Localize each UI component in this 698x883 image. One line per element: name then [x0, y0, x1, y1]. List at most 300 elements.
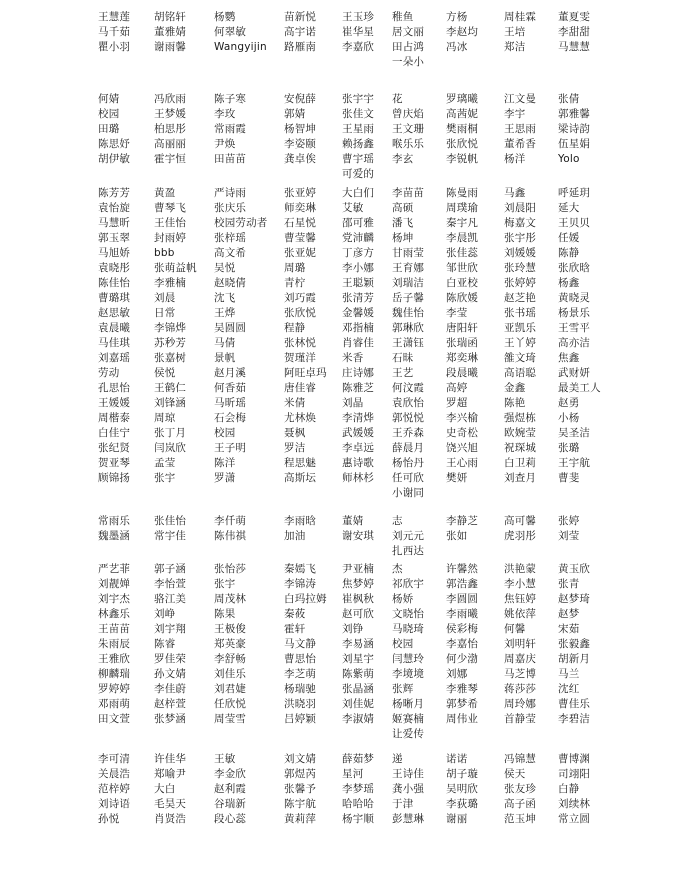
name-cell: 李宇 — [504, 108, 526, 120]
name-cell: 江文曼 — [504, 93, 537, 105]
name-cell: 张欣悦 — [284, 307, 317, 319]
name-cell: 袁欣怡 — [392, 397, 425, 409]
name-row — [0, 167, 698, 182]
name-cell: 周琼 — [154, 412, 176, 424]
name-cell: 段心蕊 — [214, 813, 247, 825]
name-cell: 崔华星 — [342, 26, 375, 38]
name-cell: 田文萱 — [98, 713, 131, 725]
name-cell: 刘娜 — [446, 668, 468, 680]
name-cell: 张馨予 — [284, 783, 317, 795]
name-row — [0, 544, 698, 559]
name-cell: 周璐 — [284, 262, 306, 274]
name-cell: 赵思敏 — [98, 307, 131, 319]
name-cell: 李易涵 — [342, 638, 375, 650]
name-cell: 洪艳蒙 — [504, 563, 537, 575]
name-cell: 石昧 — [392, 352, 414, 364]
name-cell: 高文希 — [214, 247, 247, 259]
name-cell: 何婧 — [98, 93, 120, 105]
name-row — [0, 607, 698, 622]
name-cell: 王聪颖 — [342, 277, 375, 289]
name-cell: 强煜栋 — [504, 412, 537, 424]
name-cell: 司翊阳 — [558, 768, 591, 780]
name-cell: 武财妍 — [558, 367, 591, 379]
name-cell: 赵梦琦 — [558, 593, 591, 605]
name-cell: 冯欣雨 — [154, 93, 187, 105]
name-cell: 曹思怡 — [284, 653, 317, 665]
name-cell: 王潇钰 — [392, 337, 425, 349]
name-cell: 陈静 — [558, 247, 580, 259]
name-row — [0, 622, 698, 637]
name-row — [0, 712, 698, 727]
name-cell: 喉乐乐 — [392, 138, 425, 150]
name-cell: 张晶涵 — [342, 683, 375, 695]
name-cell: 刘莹 — [558, 530, 580, 542]
name-cell: 郭雅馨 — [558, 108, 591, 120]
name-cell: 张玲慧 — [504, 262, 537, 274]
name-cell: 何少渤 — [446, 653, 479, 665]
name-cell: 赵利霞 — [214, 783, 247, 795]
name-row — [0, 782, 698, 797]
name-row — [0, 637, 698, 652]
name-cell: 郑洁 — [504, 41, 526, 53]
name-cell: 张佳蕊 — [446, 247, 479, 259]
name-cell: 曹璐琪 — [98, 292, 131, 304]
name-cell: 郭悦悦 — [392, 412, 425, 424]
name-cell: 石星悦 — [284, 217, 317, 229]
name-cell: 刘晶 — [342, 397, 364, 409]
name-cell: 庄诗娜 — [342, 367, 375, 379]
name-cell: 郭子涵 — [154, 563, 187, 575]
name-cell: 贺瑾洋 — [284, 352, 317, 364]
name-cell: 高斯坛 — [284, 472, 317, 484]
name-cell: 张欣晗 — [558, 262, 591, 274]
name-cell: 张宇宇 — [342, 93, 375, 105]
name-cell: 高茜妮 — [446, 108, 479, 120]
name-cell: 罗璃曦 — [446, 93, 479, 105]
name-cell: 李梦瑶 — [342, 783, 375, 795]
name-cell: Yolo — [558, 153, 580, 165]
name-cell: 张萌益帆 — [154, 262, 197, 274]
name-cell: 米倩 — [284, 397, 306, 409]
name-cell: 宋茹 — [558, 623, 580, 635]
name-cell: 王乔森 — [392, 427, 425, 439]
name-row — [0, 276, 698, 291]
name-cell: 谢丽 — [446, 813, 468, 825]
name-cell: 高婷 — [446, 382, 468, 394]
name-cell: 许馨然 — [446, 563, 479, 575]
name-cell: 白卫莉 — [504, 457, 537, 469]
name-cell: 李嘉欣 — [342, 41, 375, 53]
name-cell: 李佳蔚 — [154, 683, 187, 695]
name-cell: 张丁月 — [154, 427, 187, 439]
name-cell: 郭琳欣 — [392, 322, 425, 334]
name-cell: 樊妍 — [446, 472, 468, 484]
name-cell: 小谢同 — [392, 487, 425, 499]
name-cell: 周伟业 — [446, 713, 479, 725]
name-cell: 封雨婷 — [154, 232, 187, 244]
name-cell: 吴悦 — [214, 262, 236, 274]
name-cell: 杨坤 — [392, 232, 414, 244]
name-row — [0, 246, 698, 261]
name-cell: 张青 — [558, 578, 580, 590]
name-cell: 赵梓萱 — [154, 698, 187, 710]
name-cell: 胡铭轩 — [154, 11, 187, 23]
name-cell: 李莹 — [446, 307, 468, 319]
name-cell: 唐佳睿 — [284, 382, 317, 394]
name-cell: 张宇 — [154, 472, 176, 484]
name-cell: 王烨 — [214, 307, 236, 319]
name-cell: 马昕瑶 — [214, 397, 247, 409]
name-cell: 让爱传 — [392, 728, 425, 740]
name-cell: 王宇航 — [558, 457, 591, 469]
name-cell: 大白 — [154, 783, 176, 795]
name-cell: 白静 — [558, 783, 580, 795]
name-cell: 赵勇 — [558, 397, 580, 409]
name-cell: 谢安琪 — [342, 530, 375, 542]
name-cell: 马文静 — [284, 638, 317, 650]
name-cell: 岳子馨 — [392, 292, 425, 304]
name-cell: 周嘉庆 — [504, 653, 537, 665]
name-cell: bbb — [154, 247, 175, 259]
name-cell: 董婧 — [342, 515, 364, 527]
name-cell: 杨鹦 — [214, 11, 236, 23]
name-cell: 高语聪 — [504, 367, 537, 379]
name-cell: 张如 — [446, 530, 468, 542]
name-cell: 张婷 — [558, 515, 580, 527]
name-cell: 马千茹 — [98, 26, 131, 38]
name-cell: 递 — [392, 753, 403, 765]
name-cell: 加油 — [284, 530, 306, 542]
name-cell: 诺诺 — [446, 753, 468, 765]
name-cell: 陈思妤 — [98, 138, 131, 150]
name-cell: 校园 — [98, 108, 120, 120]
name-cell: 陈紫萌 — [342, 668, 375, 680]
name-cell: 张辉 — [392, 683, 414, 695]
name-cell: Wangyijin — [214, 41, 267, 53]
name-cell: 顾锦扬 — [98, 472, 131, 484]
name-row — [0, 727, 698, 742]
name-cell: 高丽丽 — [154, 138, 187, 150]
name-cell: 刘铮 — [342, 623, 364, 635]
name-cell: 李雨曦 — [446, 608, 479, 620]
name-cell: 潘飞 — [392, 217, 414, 229]
name-cell: 刘巧霞 — [284, 292, 317, 304]
name-cell: 陈宇航 — [284, 798, 317, 810]
name-cell: 王敏 — [214, 753, 236, 765]
name-row — [0, 812, 698, 827]
name-cell: 常雨乐 — [98, 515, 131, 527]
name-cell: 马旭娇 — [98, 247, 131, 259]
name-cell: 刘锋涵 — [154, 397, 187, 409]
name-cell: 陈伟祺 — [214, 530, 247, 542]
name-cell: 王思雨 — [504, 123, 537, 135]
name-cell: 张璐 — [558, 442, 580, 454]
name-cell: 魏佳怡 — [392, 307, 425, 319]
name-row — [0, 231, 698, 246]
name-cell: 亚凯乐 — [504, 322, 537, 334]
name-cell: 张友珍 — [504, 783, 537, 795]
name-cell: 高硕 — [392, 202, 414, 214]
name-cell: 孔思怡 — [98, 382, 131, 394]
name-cell: 高子函 — [504, 798, 537, 810]
name-row — [0, 55, 698, 70]
name-cell: 苗新悦 — [284, 11, 317, 23]
name-cell: 李锐帆 — [446, 153, 479, 165]
name-cell: 陈子寒 — [214, 93, 247, 105]
name-cell: 校园 — [214, 427, 236, 439]
name-cell: 马倩 — [214, 337, 236, 349]
name-row — [0, 216, 698, 231]
name-cell: 王星雨 — [342, 123, 375, 135]
name-cell: 刘媛媛 — [504, 247, 537, 259]
name-cell: 聂枫 — [284, 427, 306, 439]
name-cell: 李怡萱 — [154, 578, 187, 590]
name-cell: 一朵小 — [392, 56, 425, 68]
name-cell: 刘佳乐 — [214, 668, 247, 680]
name-cell: 王梦媛 — [154, 108, 187, 120]
name-cell: 李锦涛 — [284, 578, 317, 590]
name-cell: 何馨 — [504, 623, 526, 635]
name-cell: 罗婷婷 — [98, 683, 131, 695]
name-row — [0, 40, 698, 55]
name-cell: 安倪薛 — [284, 93, 317, 105]
name-cell: 郭梦希 — [446, 698, 479, 710]
name-cell: 日常 — [154, 307, 176, 319]
name-cell: 李仟萌 — [214, 515, 247, 527]
name-cell: 罗超 — [446, 397, 468, 409]
name-cell: 孟莹 — [154, 457, 176, 469]
name-cell: 沈红 — [558, 683, 580, 695]
name-cell: 曹斐 — [558, 472, 580, 484]
name-cell: 梁诗韵 — [558, 123, 591, 135]
name-cell: 大白们 — [342, 187, 375, 199]
name-cell: 李小娜 — [342, 262, 375, 274]
name-cell: 薛茹梦 — [342, 753, 375, 765]
name-cell: 吴明欣 — [446, 783, 479, 795]
name-cell: 何香茹 — [214, 382, 247, 394]
name-cell: 马慧慧 — [558, 41, 591, 53]
name-cell: 陈果 — [214, 608, 236, 620]
name-cell: 周桂霖 — [504, 11, 537, 23]
name-block — [0, 10, 698, 70]
name-cell: 志 — [392, 515, 403, 527]
name-cell: 洪晓羽 — [284, 698, 317, 710]
name-cell: 段晨曦 — [446, 367, 479, 379]
name-cell: 张林悦 — [284, 337, 317, 349]
name-cell: 程思魅 — [284, 457, 317, 469]
name-cell: 李雅琴 — [446, 683, 479, 695]
name-cell: 陈艳 — [504, 397, 526, 409]
name-row — [0, 592, 698, 607]
name-row — [0, 25, 698, 40]
name-cell: 祝琛城 — [504, 442, 537, 454]
name-cell: 霍宇恒 — [154, 153, 187, 165]
name-cell: 王文珊 — [392, 123, 425, 135]
name-cell: 焦鑫 — [558, 352, 580, 364]
name-cell: 田璐 — [98, 123, 120, 135]
name-cell: 李可清 — [98, 753, 131, 765]
name-cell: 花 — [392, 93, 403, 105]
name-cell: 魏墨涵 — [98, 530, 131, 542]
name-cell: 李碧洁 — [558, 713, 591, 725]
name-cell: 李玄 — [392, 153, 414, 165]
name-cell: 王媛媛 — [98, 397, 131, 409]
name-cell: 刘文婧 — [284, 753, 317, 765]
name-cell: 柳麟瑞 — [98, 668, 131, 680]
name-cell: 王鹤仁 — [154, 382, 187, 394]
name-cell: 刘君婕 — [214, 683, 247, 695]
name-row — [0, 767, 698, 782]
name-cell: 周莹雪 — [214, 713, 247, 725]
name-cell: 惠诗歌 — [342, 457, 375, 469]
name-cell: 王佳怡 — [154, 217, 187, 229]
name-cell: 杨洋 — [504, 153, 526, 165]
name-cell: 曹莹馨 — [284, 232, 317, 244]
name-cell: 黄莉萍 — [284, 813, 317, 825]
name-cell: 杨娇 — [392, 593, 414, 605]
name-cell: 侯彩梅 — [446, 623, 479, 635]
name-cell: 尹亚楠 — [342, 563, 375, 575]
name-cell: 贺亚琴 — [98, 457, 131, 469]
name-cell: 邓指楠 — [342, 322, 375, 334]
name-cell: 董希香 — [504, 138, 537, 150]
name-row — [0, 529, 698, 544]
name-cell: 关晨浩 — [98, 768, 131, 780]
name-cell: 任可欣 — [392, 472, 425, 484]
name-cell: 刘查月 — [504, 472, 537, 484]
name-cell: 林鑫乐 — [98, 608, 131, 620]
name-cell: 史奇松 — [446, 427, 479, 439]
name-cell: 曹琴飞 — [154, 202, 187, 214]
name-cell: 杨智坤 — [284, 123, 317, 135]
name-row — [0, 411, 698, 426]
name-cell: 白佳宁 — [98, 427, 131, 439]
name-cell: 常立圆 — [558, 813, 591, 825]
name-cell: 常宇佳 — [154, 530, 187, 542]
name-cell: 李卓远 — [342, 442, 375, 454]
name-cell: 王子明 — [214, 442, 247, 454]
name-row — [0, 426, 698, 441]
name-cell: 黄晓灵 — [558, 292, 591, 304]
name-cell: 劳动 — [98, 367, 120, 379]
name-cell: 柏思彤 — [154, 123, 187, 135]
name-cell: 冯锦慧 — [504, 753, 537, 765]
name-cell: 肖贤浩 — [154, 813, 187, 825]
name-cell: 谷瑞新 — [214, 798, 247, 810]
name-cell: 最美工人 — [558, 382, 601, 394]
name-cell: 张毅鑫 — [558, 638, 591, 650]
name-cell: 周璞瑜 — [446, 202, 479, 214]
name-cell: 吴圆圆 — [214, 322, 247, 334]
name-cell: 郑奕琳 — [446, 352, 479, 364]
name-cell: 党沛麟 — [342, 232, 375, 244]
name-cell: 路雁南 — [284, 41, 317, 53]
name-cell: 李晨凯 — [446, 232, 479, 244]
name-cell: 饶兴旭 — [446, 442, 479, 454]
name-cell: 李姿颐 — [284, 138, 317, 150]
name-cell: 孙悦 — [98, 813, 120, 825]
name-cell: 杨鑫 — [558, 277, 580, 289]
name-cell: 李荻璐 — [446, 798, 479, 810]
name-cell: 任媛 — [558, 232, 580, 244]
name-cell: 黄盈 — [154, 187, 176, 199]
name-cell: 焦钰婷 — [504, 593, 537, 605]
name-row — [0, 261, 698, 276]
name-cell: 李境境 — [392, 668, 425, 680]
name-row — [0, 797, 698, 812]
name-cell: 张梦涵 — [154, 713, 187, 725]
name-cell: 马佳琪 — [98, 337, 131, 349]
name-cell: 侯悦 — [154, 367, 176, 379]
name-cell: 张欣悦 — [446, 138, 479, 150]
name-row — [0, 652, 698, 667]
name-row — [0, 396, 698, 411]
name-cell: 李雨晗 — [284, 515, 317, 527]
name-cell: 于津 — [392, 798, 414, 810]
name-cell: 冯冰 — [446, 41, 468, 53]
name-cell: 董夏雯 — [558, 11, 591, 23]
name-cell: 周茂林 — [214, 593, 247, 605]
name-cell: 李苗苗 — [392, 187, 425, 199]
name-cell: 郭玉翠 — [98, 232, 131, 244]
name-cell: 刘晨阳 — [504, 202, 537, 214]
name-cell: 邵可雅 — [342, 217, 375, 229]
name-cell: 刘瑞洁 — [392, 277, 425, 289]
name-cell: 居文丽 — [392, 26, 425, 38]
name-cell: 刘靓婵 — [98, 578, 131, 590]
name-cell: 甘雨莹 — [392, 247, 425, 259]
name-cell: 尤林焕 — [284, 412, 317, 424]
name-cell: 陈佳怡 — [98, 277, 131, 289]
name-cell: 张怡莎 — [214, 563, 247, 575]
name-cell: 刘宇杰 — [98, 593, 131, 605]
name-cell: 刘元元 — [392, 530, 425, 542]
name-cell: 马兰 — [558, 668, 580, 680]
name-cell: 稚鱼 — [392, 11, 414, 23]
name-cell: 郭煜芮 — [284, 768, 317, 780]
name-cell: 刘星宇 — [342, 653, 375, 665]
name-cell: 焦梦婷 — [342, 578, 375, 590]
name-cell: 郑英豪 — [214, 638, 247, 650]
name-cell: 吕婷颖 — [284, 713, 317, 725]
name-cell: 师奕琳 — [284, 202, 317, 214]
name-block — [0, 562, 698, 742]
name-cell: 白亚校 — [446, 277, 479, 289]
name-block — [0, 92, 698, 182]
name-cell: 许佳华 — [154, 753, 187, 765]
name-cell: 袁晓彤 — [98, 262, 131, 274]
name-cell: 景帆 — [214, 352, 236, 364]
name-row — [0, 336, 698, 351]
name-cell: 杨宇顺 — [342, 813, 375, 825]
name-cell: 王丫婷 — [504, 337, 537, 349]
name-cell: 王贝贝 — [558, 217, 591, 229]
name-cell: 姬赛楠 — [392, 713, 425, 725]
name-cell: 秦宇凡 — [446, 217, 479, 229]
name-cell: 张亚婷 — [284, 187, 317, 199]
name-cell: 张婷婷 — [504, 277, 537, 289]
name-cell: 王艺 — [392, 367, 414, 379]
name-cell: 张宇彤 — [504, 232, 537, 244]
name-cell: 杨景乐 — [558, 307, 591, 319]
name-cell: 罗佳荣 — [154, 653, 187, 665]
name-cell: 陈睿 — [154, 638, 176, 650]
name-cell: 扎西达 — [392, 545, 425, 557]
name-cell: 刘嘉瑶 — [98, 352, 131, 364]
name-cell: 黄玉欣 — [558, 563, 591, 575]
name-cell: 刘峥 — [154, 608, 176, 620]
name-cell: 曾庆焰 — [392, 108, 425, 120]
